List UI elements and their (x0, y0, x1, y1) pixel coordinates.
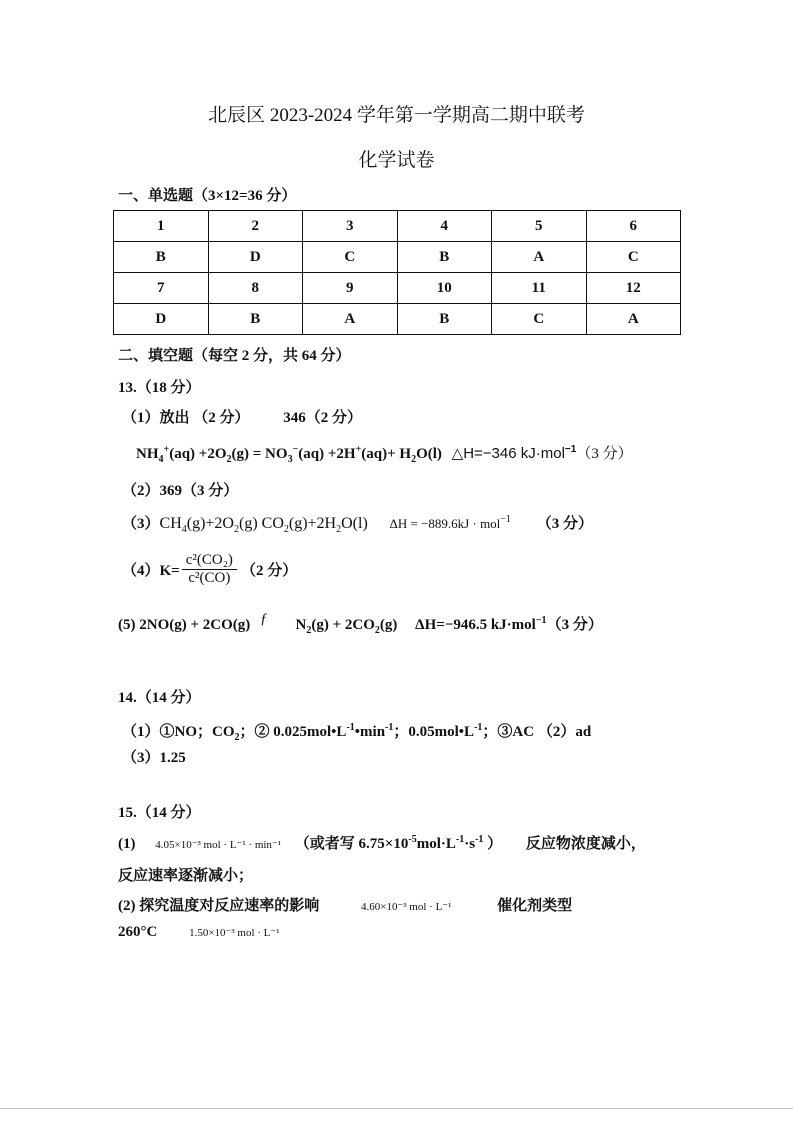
document-subtitle: 化学试卷 (358, 150, 435, 171)
table-cell: C (492, 304, 587, 335)
eq-dh: △H=−346 kJ·mol (451, 445, 565, 462)
q15-sup: -1 (455, 834, 465, 845)
q13-part1 (122, 406, 362, 427)
table-cell: D (114, 304, 209, 335)
eq-text: (g) = NO (231, 446, 288, 462)
eq-text: (aq) +2O (169, 446, 227, 462)
q15-part1-alt (295, 836, 502, 852)
q14-sup: -1 (385, 722, 394, 733)
q14-sup: -1 (474, 722, 483, 733)
eq-score: （3 分） (546, 617, 603, 633)
eq-text: (g)+2O (186, 515, 234, 532)
q14-sup: -1 (346, 722, 355, 733)
q15-text: ·s (464, 836, 476, 852)
q15-part2-tail: 催化剂类型 (497, 898, 573, 914)
q13-part3-eq (159, 515, 368, 536)
table-cell: D (208, 242, 303, 273)
eq-text: (g) CO (238, 515, 284, 532)
table-cell: A (492, 242, 587, 273)
eq-sub: 4 (158, 454, 164, 465)
eq-sub: 2 (233, 524, 239, 536)
table-cell: 10 (397, 273, 492, 304)
q15-part1-reason: 反应物浓度减小， (525, 836, 646, 852)
q13-part3-dh: ΔH = −889.6kJ · mol (389, 516, 501, 531)
table-cell: 2 (208, 211, 303, 242)
eq-sup: −1 (564, 444, 577, 455)
q13-part3-score: （3 分） (536, 516, 593, 532)
q13-part3-label: （3） (122, 516, 160, 532)
table-cell: B (114, 242, 209, 273)
q15-part3 (118, 924, 280, 941)
eq-sub: 2 (226, 454, 232, 465)
q15-part2-value: 4.60×10⁻³ mol · L⁻¹ (361, 901, 452, 913)
table-cell: 6 (586, 211, 681, 242)
eq-text: NH (136, 446, 159, 462)
table-cell: 12 (586, 273, 681, 304)
q15-part2 (118, 894, 572, 915)
eq-sup: − (292, 444, 299, 455)
q15-text: mol·L (416, 836, 456, 852)
table-cell: 7 (114, 273, 209, 304)
table-cell: C (586, 242, 681, 273)
document-title: 北辰区 2023-2024 学年第一学期高二期中联考 (208, 105, 585, 126)
eq-sub: 2 (306, 625, 312, 636)
table-cell: A (586, 304, 681, 335)
eq-text: (aq) +2H (298, 446, 356, 462)
eq-text: CH (159, 515, 182, 532)
q14-part1 (122, 720, 591, 743)
eq-sub: 2 (336, 524, 342, 536)
q15-text: （或者写 6.75×10 (294, 836, 409, 852)
q15-title: 15.（14 分） (118, 805, 201, 821)
table-cell: A (303, 304, 398, 335)
q15-part3-value: 1.50×10⁻³ mol · L⁻¹ (189, 927, 280, 939)
eq-sub: 2 (411, 454, 417, 465)
table-row (114, 273, 681, 304)
table-cell: 11 (492, 273, 587, 304)
table-cell: B (397, 242, 492, 273)
eq-text: N (295, 617, 307, 633)
page-bottom-divider (0, 1108, 793, 1109)
q14-text: （1）①NO；CO (122, 724, 235, 740)
eq-text: (g) (379, 617, 398, 633)
table-row (114, 242, 681, 273)
q15-text: ） (483, 836, 503, 852)
section1-heading: 一、单选题（3×12=36 分） (118, 188, 297, 204)
eq-text: O(l) (416, 446, 442, 462)
eq-score: （3 分） (576, 446, 633, 462)
table-cell: 4 (397, 211, 492, 242)
eq-text: O(l) (341, 515, 368, 532)
table-cell: 8 (208, 273, 303, 304)
eq-sup: −1 (535, 615, 547, 626)
section2-heading: 二、填空题（每空 2 分，共 64 分） (118, 348, 351, 364)
q13-part5 (118, 613, 603, 636)
q15-part1 (118, 832, 646, 853)
table-cell: 3 (303, 211, 398, 242)
table-cell: B (208, 304, 303, 335)
q13-part4-label: （4）K= (122, 563, 180, 579)
eq-sup: + (163, 444, 170, 455)
q13-part4 (122, 552, 297, 587)
eq-sub: 3 (287, 454, 293, 465)
eq-sub: 2 (374, 625, 380, 636)
k-fraction (182, 552, 237, 587)
table-row (114, 211, 681, 242)
eq-sup: + (355, 444, 362, 455)
q13-part1-value: 346（2 分） (283, 410, 363, 426)
eq-text: (aq)+ H (361, 446, 412, 462)
eq-sup: −1 (500, 514, 511, 525)
eq-text: (5) 2NO(g) + 2CO(g) (118, 617, 251, 633)
q13-equation-nh4 (136, 442, 633, 465)
q13-part4-score: （2 分） (240, 563, 298, 579)
q14-text: •min (354, 724, 386, 740)
equilibrium-arrow-icon: ƒ (260, 611, 268, 627)
q13-part1-label: （1）放出 （2 分） (122, 410, 250, 426)
q14-text: ；③AC （2）ad (482, 724, 592, 740)
eq-sub: 2 (283, 524, 289, 536)
q15-part2-label: (2) 探究温度对反应速率的影响 (118, 898, 320, 914)
q15-part3-label: 260°C (118, 924, 158, 940)
eq-text: (g)+2H (288, 515, 337, 532)
q14-title: 14.（14 分） (118, 690, 201, 706)
q14-text: ；0.05mol•L (393, 724, 475, 740)
eq-dh: ΔH=−946.5 kJ·mol (415, 617, 536, 633)
q14-text: ；② 0.025mol•L (239, 724, 347, 740)
q13-part3 (122, 512, 593, 535)
table-cell: 9 (303, 273, 398, 304)
q15-sup: -1 (475, 834, 484, 845)
q14-part3: （3）1.25 (122, 750, 186, 766)
q15-part1-cont: 反应速率逐渐减小； (118, 868, 254, 884)
k-numerator: c²(CO₂) (182, 552, 237, 570)
q13-title: 13.（18 分） (118, 380, 201, 396)
table-cell: B (397, 304, 492, 335)
q13-part2: （2）369（3 分） (122, 483, 239, 499)
q15-part1-value: 4.05×10⁻³ mol · L⁻¹ · min⁻¹ (155, 839, 282, 851)
q15-part1-label: (1) (118, 836, 136, 852)
q14-sub: 2 (234, 732, 240, 743)
table-row (114, 304, 681, 335)
answer-table (113, 210, 681, 335)
q15-sup: -5 (408, 834, 417, 845)
eq-sub: 4 (181, 524, 187, 536)
k-denominator: c²(CO) (188, 570, 231, 586)
table-cell: C (303, 242, 398, 273)
table-cell: 1 (114, 211, 209, 242)
table-cell: 5 (492, 211, 587, 242)
eq-text: (g) + 2CO (311, 617, 375, 633)
